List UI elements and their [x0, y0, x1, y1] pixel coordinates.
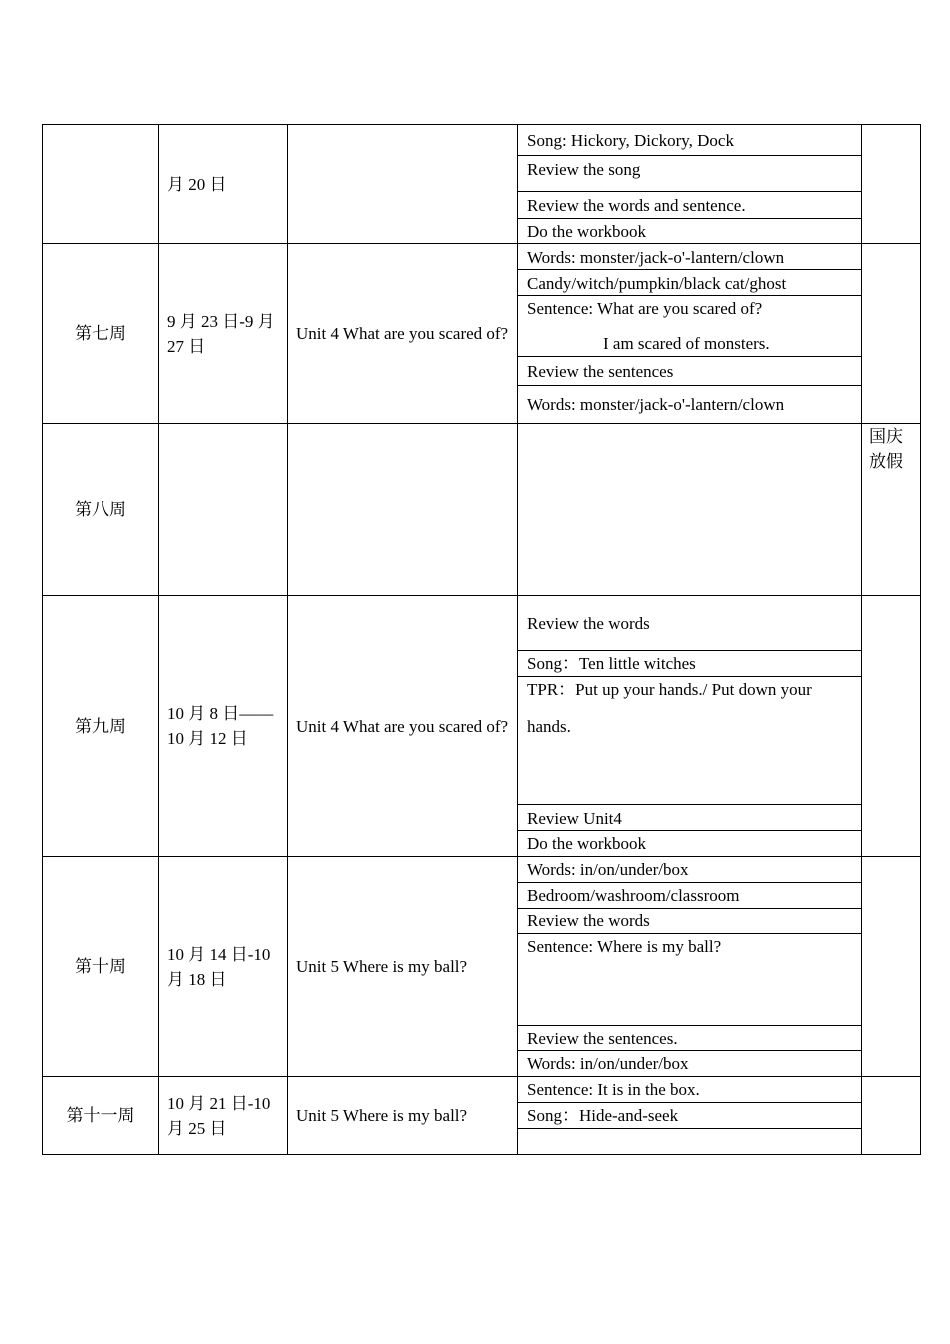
week-label: 第十周: [75, 957, 126, 976]
date-text: 10 月 21 日-10 月 25 日: [167, 1093, 271, 1138]
date-cell: [167, 1077, 277, 1154]
week-cell: [43, 1077, 158, 1154]
unit-title: Unit 5 Where is my ball?: [296, 957, 468, 976]
activity-item: Sentence: It is in the box.: [527, 1080, 700, 1099]
activity-divider: [517, 385, 862, 386]
date-text: 月 20 日: [167, 174, 227, 194]
unit-cell: [296, 857, 514, 1076]
row-divider: [42, 423, 921, 424]
date-text: 10 月 14 日-10 月 18 日: [167, 944, 271, 989]
activity-item: TPR：Put up your hands./ Put down your: [527, 680, 812, 699]
date-cell: [167, 596, 279, 856]
activity-item: Do the workbook: [527, 834, 646, 853]
activity-item: Candy/witch/pumpkin/black cat/ghost: [527, 274, 787, 293]
week-label: 第七周: [75, 324, 126, 343]
table-border-bottom: [42, 1154, 921, 1155]
unit-title: Unit 4 What are you scared of?: [296, 324, 509, 343]
activity-item: I am scared of monsters.: [603, 334, 770, 353]
activity-item: Bedroom/washroom/classroom: [527, 886, 740, 905]
activity-item: Review the words: [527, 614, 650, 633]
column-divider-week: [158, 124, 159, 1154]
activity-item: Sentence: What are you scared of?: [527, 299, 763, 318]
week-label: 第九周: [75, 716, 126, 736]
activity-item: Review the words: [527, 911, 650, 930]
week-cell: [43, 596, 158, 856]
week-label: 第八周: [75, 500, 126, 519]
unit-title: Unit 4 What are you scared of?: [296, 716, 509, 736]
week-label: 第十一周: [66, 1106, 135, 1125]
activity-item: hands.: [527, 717, 571, 736]
column-divider-date: [287, 124, 288, 1154]
unit-cell: [296, 244, 514, 423]
activity-item: Do the workbook: [527, 222, 646, 241]
unit-cell: [296, 596, 514, 856]
week-cell: [43, 244, 158, 423]
activity-item: Words: monster/jack-o'-lantern/clown: [527, 248, 785, 267]
unit-cell: [296, 1077, 514, 1154]
date-text: 10 月 8 日——10 月 12 日: [167, 704, 274, 748]
date-cell: [167, 857, 277, 1076]
activity-item: Review the song: [527, 160, 641, 179]
activity-divider: [517, 1128, 862, 1129]
date-text: 9 月 23 日-9 月 27 日: [167, 311, 275, 356]
unit-title: Unit 5 Where is my ball?: [296, 1106, 468, 1125]
activity-item: Words: monster/jack-o'-lantern/clown: [527, 395, 785, 414]
column-divider-unit: [517, 124, 518, 1154]
activity-item: Words: in/on/under/box: [527, 1054, 689, 1073]
activity-item: Song: Hickory, Dickory, Dock: [527, 131, 734, 150]
activity-item: Song：Hide-and-seek: [527, 1106, 679, 1125]
activity-item: Review the sentences: [527, 362, 674, 381]
week-cell: [43, 424, 158, 595]
activity-item: Review the sentences.: [527, 1029, 678, 1048]
week-cell: [43, 857, 158, 1076]
column-divider-activity: [861, 124, 862, 1154]
activity-divider: [517, 155, 862, 156]
activity-item: Words: in/on/under/box: [527, 860, 689, 879]
date-cell: [167, 125, 285, 243]
activity-item: Sentence: Where is my ball?: [527, 937, 722, 956]
table-border-right: [920, 124, 921, 1155]
activity-item: Review the words and sentence.: [527, 196, 746, 215]
note-national-day-holiday: 国庆放假: [869, 427, 903, 471]
activity-divider: [517, 356, 862, 357]
activity-divider: [517, 191, 862, 192]
date-cell: [167, 244, 279, 423]
activity-divider: [517, 804, 862, 805]
activity-item: Song：Ten little witches: [527, 654, 696, 673]
activity-item: Review Unit4: [527, 809, 622, 828]
